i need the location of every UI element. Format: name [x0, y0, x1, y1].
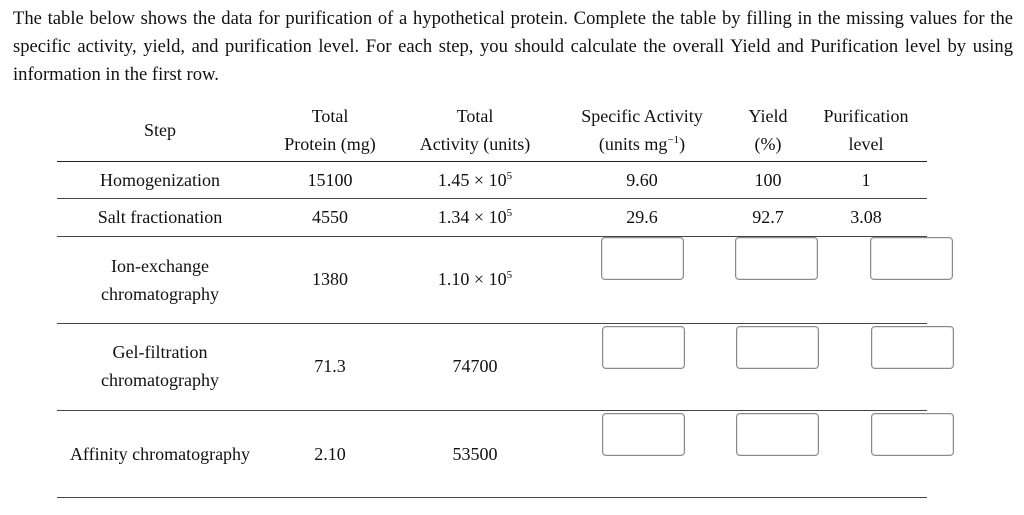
header-step: Step: [143, 120, 176, 140]
bottom-rule: [57, 497, 927, 498]
purification-answer-box[interactable]: [871, 326, 954, 369]
header-specific-activity: Specific Activity (units $mg^{-1}$): [581, 106, 703, 154]
row-protein: 2.10: [314, 444, 346, 464]
row-purification: 3.08: [850, 207, 882, 227]
row-rule: [57, 198, 927, 199]
row-purification: 1: [861, 170, 871, 190]
specific-activity-answer-box[interactable]: [601, 237, 684, 280]
header-total-activity: Total Activity (units): [419, 106, 531, 154]
row-step: Homogenization: [100, 170, 220, 190]
header-purification: Purification level: [823, 106, 909, 154]
purification-answer-box[interactable]: [870, 237, 953, 280]
yield-answer-box[interactable]: [735, 237, 818, 280]
row-rule: [57, 410, 927, 411]
row-specific-activity: 29.6: [626, 207, 658, 227]
row-specific-activity: 9.60: [626, 170, 658, 190]
row-yield: 100: [754, 170, 782, 190]
row-rule: [57, 323, 927, 324]
row-step: Salt fractionation: [97, 207, 223, 227]
row-yield: 92.7: [752, 207, 784, 227]
row-protein: 15100: [307, 170, 353, 190]
specific-activity-answer-box[interactable]: [602, 326, 685, 369]
question-prompt: The table below shows the data for purification of a hypothetical protein. Complete the table by filling in the missing values for the specific activity, yield, and purification level. For each step, you should calculate the overall Yield and Purification level by using information in the first row.: [13, 8, 1013, 85]
header-yield: Yield (%): [748, 106, 788, 154]
row-step: Ion-exchange chromatography: [101, 256, 219, 304]
row-activity: $1.10 \times 10^5$: [437, 269, 513, 289]
row-protein: 1380: [312, 269, 348, 289]
row-protein: 4550: [312, 207, 348, 227]
yield-answer-box[interactable]: [736, 413, 819, 456]
purification-answer-box[interactable]: [871, 413, 954, 456]
specific-activity-answer-box[interactable]: [602, 413, 685, 456]
yield-answer-box[interactable]: [736, 326, 819, 369]
header-total-protein: Total Protein (mg): [284, 106, 376, 154]
row-activity: 74700: [452, 356, 498, 376]
row-step: Affinity chromatography: [69, 444, 251, 464]
row-activity: $1.34 \times 10^5$: [437, 207, 513, 227]
row-step: Gel-filtration chromatography: [101, 342, 219, 390]
header-rule: [57, 161, 927, 162]
row-protein: 71.3: [314, 356, 346, 376]
row-activity: $1.45 \times 10^5$: [437, 170, 513, 190]
row-activity: 53500: [452, 444, 498, 464]
